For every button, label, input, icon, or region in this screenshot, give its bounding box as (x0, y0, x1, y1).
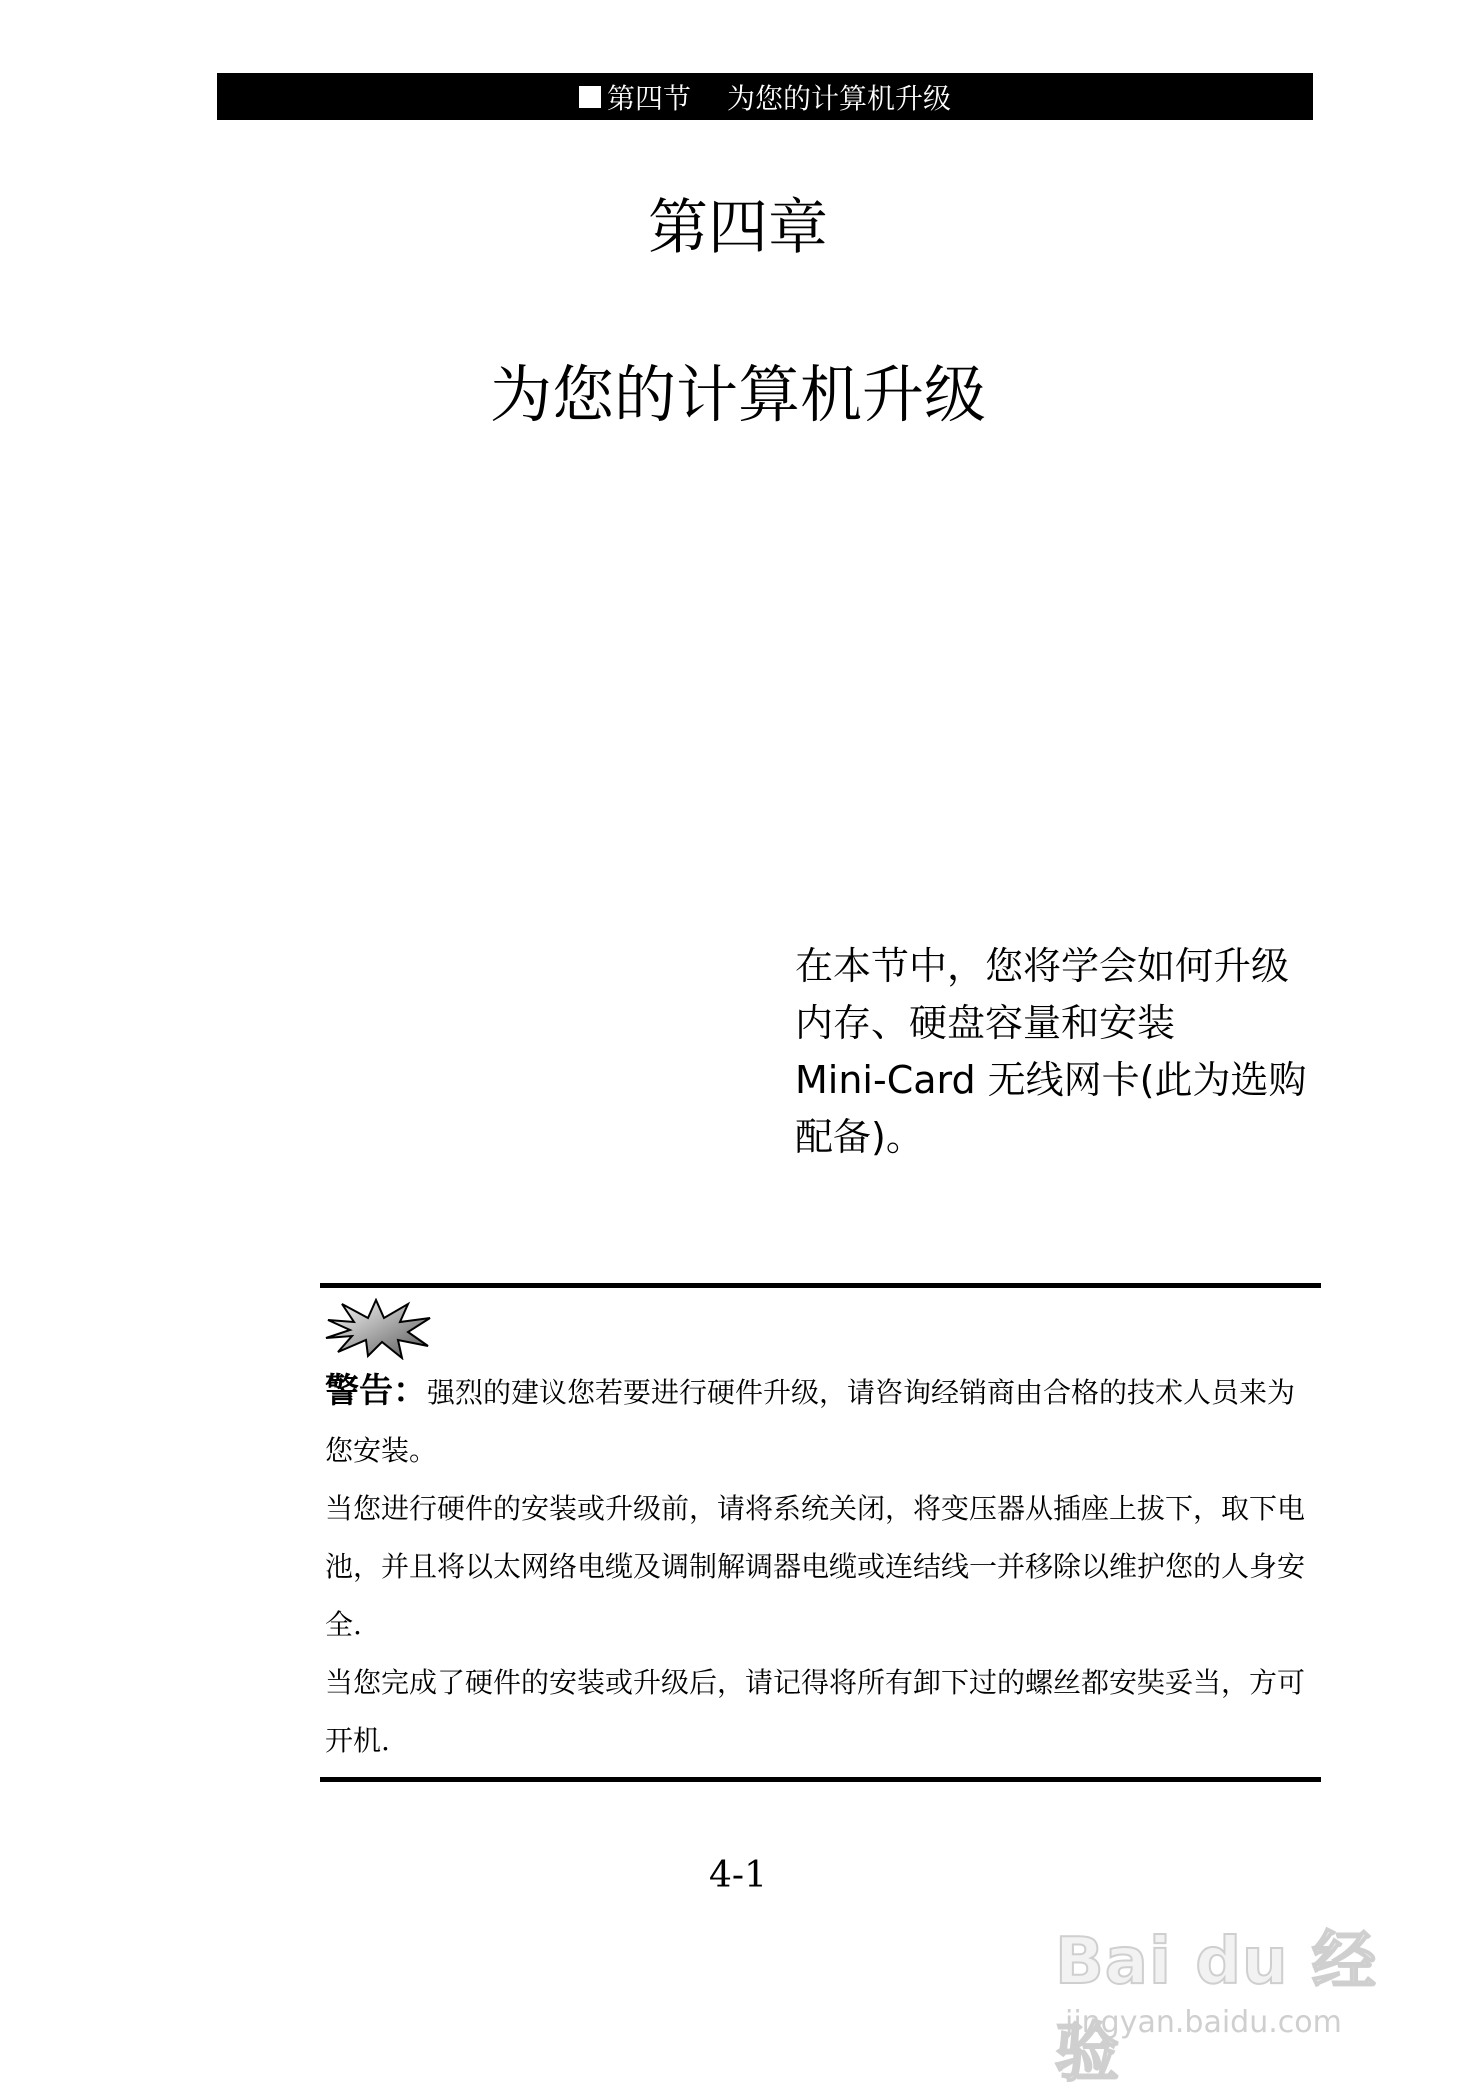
intro-paragraph (795, 938, 1335, 1166)
watermark-url: jingyan.baidu.com (1065, 2005, 1342, 2040)
header-section: 第四节 (606, 81, 691, 115)
running-header (217, 73, 1313, 120)
warning-box (325, 1362, 1320, 1770)
intro-line: 内存、硬盘容量和安装 (795, 1001, 1176, 1045)
warning-paragraph: 警告：强烈的建议您若要进行硬件升级，请咨询经销商由合格的技术人员来为您安装。 (325, 1371, 1296, 1467)
warning-bottom-rule (320, 1777, 1321, 1782)
warning-label: 警告： (325, 1371, 427, 1411)
baidu-watermark (1055, 1910, 1435, 2091)
header-title: 为您的计算机升级 (727, 81, 952, 115)
intro-line: 在本节中，您将学会如何升级 (795, 944, 1290, 988)
square-bullet-icon (579, 86, 601, 108)
warning-paragraph: 当您完成了硬件的安装或升级后，请记得将所有卸下过的螺丝都安奘妥当，方可开机. (325, 1666, 1306, 1757)
warning-burst-icon (324, 1298, 434, 1360)
watermark-brand: Bai du 经验 (1055, 1925, 1377, 2091)
intro-line: 配备)。 (795, 1115, 924, 1159)
warning-paragraph: 当您进行硬件的安装或升级前，请将系统关闭，将变压器从插座上拔下，取下电池，并且将以太网络电缆及调制解调器电缆或连结线一并移除以维护您的人身安全. (325, 1492, 1306, 1641)
chapter-number: 第四章 (648, 193, 828, 263)
page-number: 4-1 (709, 1855, 767, 1896)
warning-top-rule (320, 1283, 1321, 1288)
chapter-title: 为您的计算机升级 (489, 358, 986, 431)
intro-line: Mini-Card 无线网卡(此为选购 (795, 1058, 1307, 1102)
